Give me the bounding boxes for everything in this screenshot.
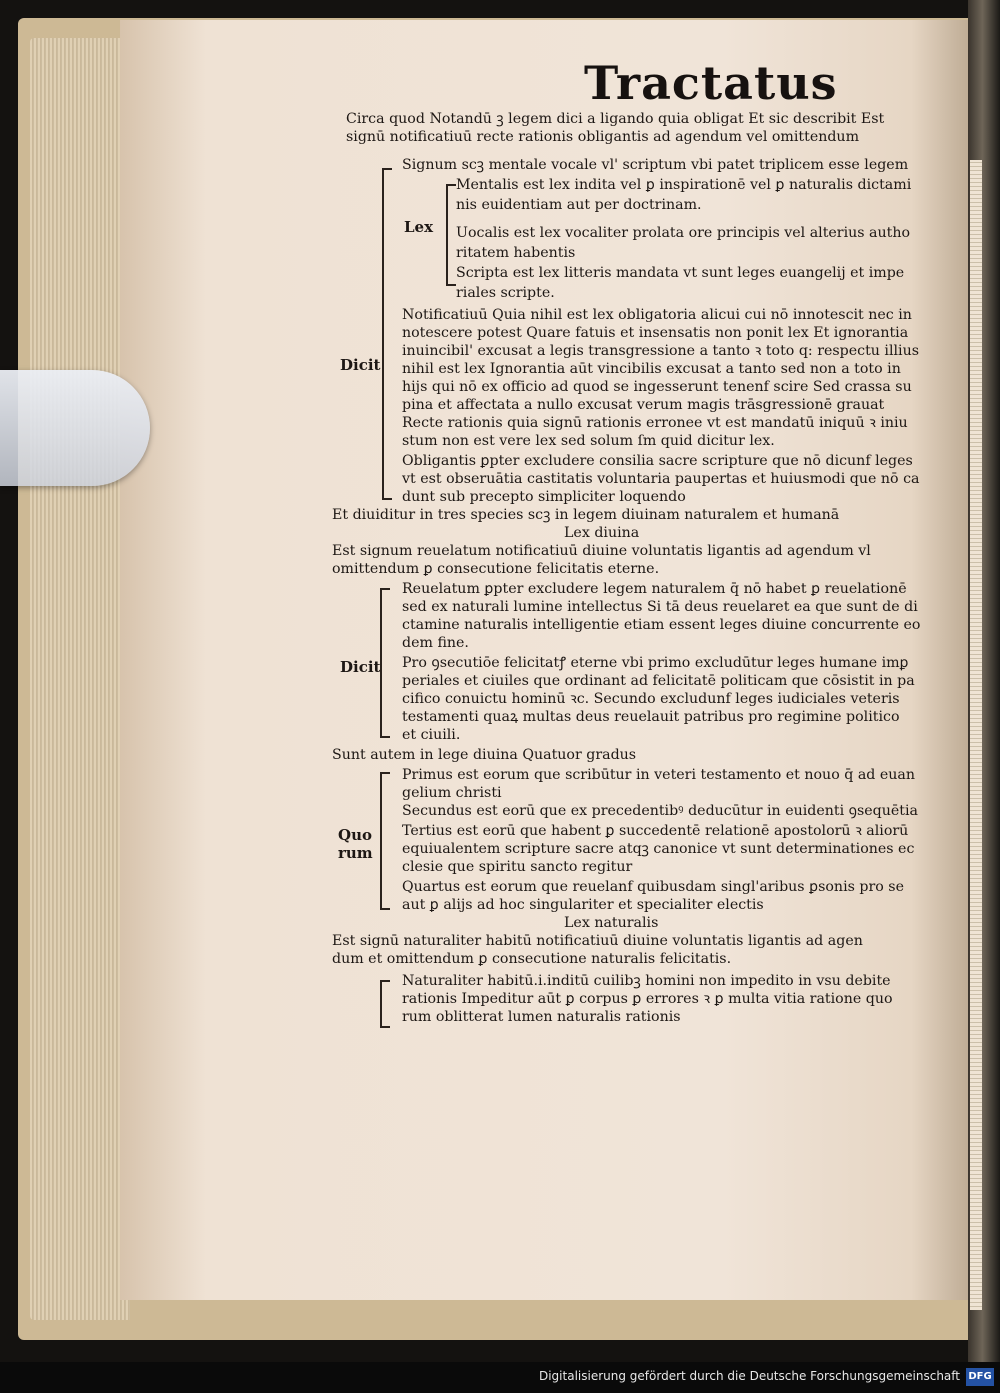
text-line: equiualentem scripture sacre atqꝫ canonice vt sunt determinationes ec — [402, 841, 915, 857]
text-line: periales et ciuiles que ordinant ad felicitatē politicam que cōsistit in pa — [402, 673, 915, 689]
text-line: rationis Impeditur aūt ꝑ corpus ꝑ errores ꝛ ꝑ multa vitia ratione quo — [402, 991, 893, 1007]
text-line: omittendum ꝑ consecutione felicitatis eterne. — [332, 561, 660, 577]
text-line: Mentalis est lex indita vel ꝑ inspirationē vel ꝑ naturalis dictami — [456, 177, 912, 193]
text-line: sed ex naturali lumine intellectus Si tā deus reuelaret ea que sunt de di — [402, 599, 918, 615]
text-line: Secundus est eorū que ex precedentibꝰ deducūtur in euidenti ꝯsequētia — [402, 803, 918, 819]
text-line: Est signū naturaliter habitū notificatiuū diuine voluntatis ligantis ad agen — [332, 933, 863, 949]
text-line: testamenti quaꝝ multas deus reuelauit patribus pro regimine politico — [402, 709, 900, 725]
text-line: Signum scꝫ mentale vocale vl' scriptum vbi patet triplicem esse legem — [402, 157, 909, 173]
text-line: aut ꝑ alijs ad hoc singulariter et specialiter electis — [402, 897, 764, 913]
text-line: nihil est lex Ignorantia aūt vincibilis excusat a tanto sed non a toto in — [402, 361, 901, 377]
footer-credit: Digitalisierung gefördert durch die Deutsche Forschungsgemeinschaft — [538, 1369, 960, 1383]
text-line: Circa quod Notandū ꝫ legem dici a ligando quia obligat Et sic describit Est — [346, 111, 885, 127]
text-line: Recte rationis quia signū rationis erronee vt est mandatū iniquū ꝛ iniu — [402, 415, 908, 431]
margin-label-quo: Quo — [338, 826, 372, 844]
text-line: gelium christi — [402, 785, 502, 801]
text-line: Sunt autem in lege diuina Quatuor gradus — [332, 747, 637, 763]
text-line: Lex naturalis — [564, 915, 659, 931]
text-line: riales scripte. — [456, 285, 555, 301]
text-line: Notificatiuū Quia nihil est lex obligatoria alicui cui nō innotescit nec in — [402, 307, 912, 323]
text-line: et ciuili. — [402, 727, 461, 743]
text-line: clesie que spiritu sancto regitur — [402, 859, 633, 875]
bracket-naturaliter — [380, 980, 382, 1028]
text-line: Est signum reuelatum notificatiuū diuine voluntatis ligantis ad agendum vl — [332, 543, 871, 559]
margin-label-dicit-2: Dicit — [340, 658, 381, 676]
margin-label-dicit-1: Dicit — [340, 356, 381, 374]
bracket-quorum — [380, 772, 382, 910]
bracket-dicit-2 — [380, 588, 382, 738]
bracket-lex — [446, 184, 448, 286]
margin-label-lex: Lex — [404, 218, 434, 236]
text-line: Uocalis est lex vocaliter prolata ore principis vel alterius autho — [456, 225, 911, 241]
text-line: dem fine. — [402, 635, 469, 651]
text-line: Pro ꝯsecutiōe felicitatꝭ eterne vbi primo excludūtur leges humane imꝑ — [402, 655, 909, 671]
text-line: Primus est eorum que scribūtur in veteri testamento et nouo q̄ ad euan — [402, 767, 916, 783]
margin-label-rum: rum — [338, 844, 373, 862]
bracket-dicit-1 — [382, 168, 384, 500]
text-line: nis euidentiam aut per doctrinam. — [456, 197, 702, 213]
text-line: Scripta est lex litteris mandata vt sunt leges euangelij et impe — [456, 265, 905, 281]
text-line: Obligantis ꝑpter excludere consilia sacre scripture que nō dicunf leges — [402, 453, 913, 469]
text-line: inuincibil' excusat a legis transgressione a tanto ꝛ toto q: respectu illius — [402, 343, 920, 359]
text-line: Et diuiditur in tres species scꝫ in legem diuinam naturalem et humanā — [332, 507, 840, 523]
text-line: hijs qui nō ex officio ad quod se ingesserunt tenenf scire Sed crassa su — [402, 379, 912, 395]
text-line: Tertius est eorū que habent ꝑ succedentē relationē apostolorū ꝛ aliorū — [402, 823, 909, 839]
next-page-edge — [970, 160, 982, 1310]
text-line: ritatem habentis — [456, 245, 576, 261]
page-holder-strip — [0, 370, 150, 486]
text-line: notescere potest Quare fatuis et insensatis non ponit lex Et ignorantia — [402, 325, 909, 341]
text-line: Reuelatum ꝑpter excludere legem naturalem q̄ nō habet ꝑ reuelationē — [402, 581, 907, 597]
text-line: dum et omittendum ꝑ consecutione naturalis felicitatis. — [332, 951, 732, 967]
page-heading: Tractatus — [584, 56, 838, 110]
text-line: Naturaliter habitū.i.inditū cuilibꝫ homini non impedito in vsu debite — [402, 973, 891, 989]
text-line: signū notificatiuū recte rationis obligantis ad agendum vel omittendum — [346, 129, 860, 145]
text-line: rum oblitterat lumen naturalis rationis — [402, 1009, 681, 1025]
text-line: ctamine naturalis intelligentie etiam essent leges diuine concurrente eo — [402, 617, 921, 633]
text-line: Quartus est eorum que reuelanf quibusdam singl'aribus ꝑsonis pro se — [402, 879, 904, 895]
text-line: cifico conuictu hominū ꝛc. Secundo excludunf leges iudiciales veteris — [402, 691, 900, 707]
text-line: stum non est vere lex sed solum ſm quid dicitur lex. — [402, 433, 775, 449]
page-edges — [30, 38, 130, 1320]
dfg-logo: DFG — [966, 1368, 994, 1386]
text-line: Lex diuina — [564, 525, 640, 541]
text-line: pina et affectata a nullo excusat verum magis trāsgressionē grauat — [402, 397, 885, 413]
text-line: dunt sub precepto simpliciter loquendo — [402, 489, 686, 505]
text-line: vt est obseruātia castitatis voluntaria paupertas et huiusmodi que nō ca — [402, 471, 920, 487]
footer-bar — [0, 1362, 1000, 1393]
